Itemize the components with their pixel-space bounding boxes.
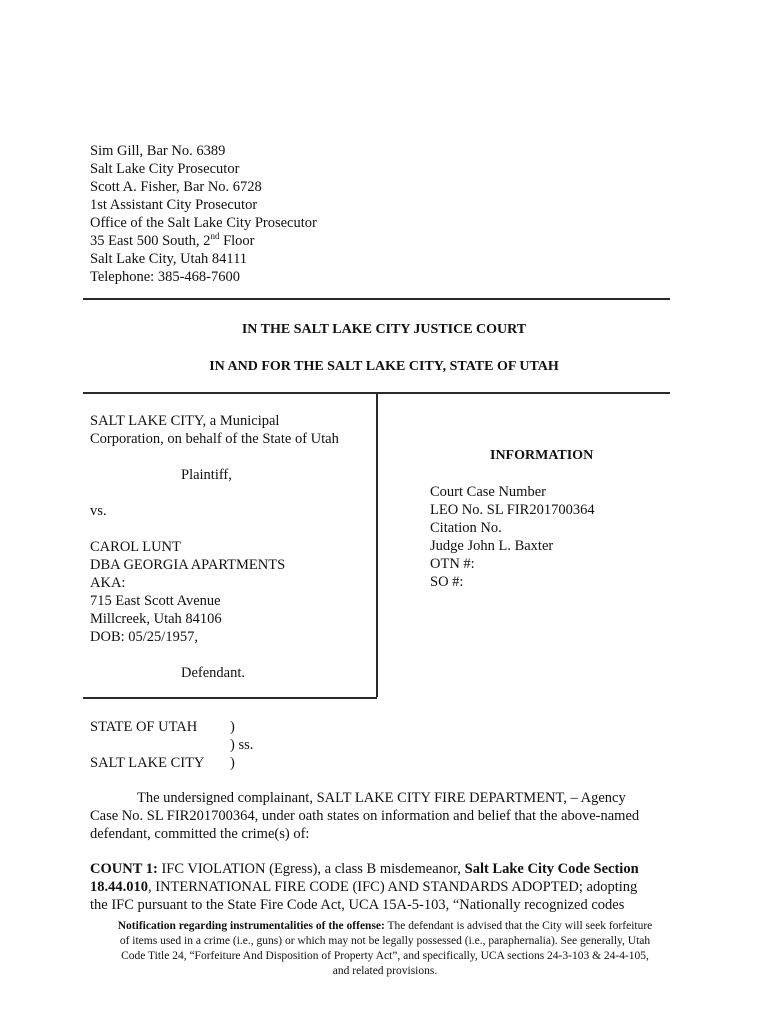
venue-paren: ) [230,755,235,771]
office-name: Office of the Salt Lake City Prosecutor [90,215,317,231]
count-line [90,878,690,896]
spacer [90,520,285,538]
defendant-block [90,502,285,646]
venue-row-ss [90,736,253,754]
count-label: COUNT 1: [90,861,158,877]
attorney-title: Salt Lake City Prosecutor [90,161,240,177]
divider-top [83,298,670,300]
defendant-dba: DBA GEORGIA APARTMENTS [90,557,286,573]
notice-label: Notification regarding instrumentalities of the offense: [117,920,385,932]
venue-blank [90,736,230,754]
plaintiff-line2: Corporation, on behalf of the State of Utah [90,431,339,447]
office-street-text: 35 East 500 South, 2 [90,233,211,249]
notice-text: The defendant is advised that the City will seek forfeiture [384,920,653,932]
venue-ss: ) ss. [230,737,254,753]
forfeiture-notice [90,919,680,979]
citation-number: Citation No. [430,520,502,536]
office-street-floor: Floor [219,233,255,249]
caption-right [430,483,595,591]
leo-number: LEO No. SL FIR201700364 [430,502,595,518]
notice-line [90,919,680,934]
defendant-role: Defendant. [181,665,246,681]
venue-block [90,718,253,772]
court-subheading: IN AND FOR THE SALT LAKE CITY, STATE OF UTAH [209,359,559,374]
attorney-name: Sim Gill, Bar No. 6389 [90,143,226,159]
caption-left [90,412,339,448]
defendant-aka: AKA: [90,575,126,591]
intro-line: defendant, committed the crime(s) of: [90,826,310,842]
plaintiff-line1: SALT LAKE CITY, a Municipal [90,413,280,429]
notice-line: and related provisions. [332,965,438,977]
count-text: IFC VIOLATION (Egress), a class B misdemeanor, [157,861,465,877]
court-case-number: Court Case Number [430,484,546,500]
notice-line: Code Title 24, “Forfeiture And Disposition of Property Act”, and specifically, UCA sections 24-3-103 & 24-4-105, [121,950,649,962]
office-street-sup: nd [210,231,220,242]
count-line [90,860,690,878]
defendant-street: 715 East Scott Avenue [90,593,221,609]
information-title: INFORMATION [490,448,594,463]
caption-vertical-rule [376,392,378,697]
so-number: SO #: [430,574,464,590]
venue-city: SALT LAKE CITY [90,755,205,771]
intro-line: The undersigned complainant, SALT LAKE CITY FIRE DEPARTMENT, – Agency [137,790,626,806]
intro-line: Case No. SL FIR201700364, under oath states on information and belief that the above-named [90,808,640,824]
office-street [90,232,317,250]
defendant-dob: DOB: 05/25/1957, [90,629,198,645]
notice-line: of items used in a crime (i.e., guns) or which may not be legally possessed (i.e., paraphernalia). See generally, Utah [119,935,651,947]
count-code: Salt Lake City Code Section [464,861,639,877]
assistant-title: 1st Assistant City Prosecutor [90,197,258,213]
otn-number: OTN #: [430,556,475,572]
attorney-block [90,142,317,286]
plaintiff-role: Plaintiff, [181,467,232,483]
caption-bottom-rule [83,697,377,699]
court-heading: IN THE SALT LAKE CITY JUSTICE COURT [241,322,527,337]
count-code-number: 18.44.010 [90,879,148,895]
venue-row-city [90,754,253,772]
count-line: the IFC pursuant to the State Fire Code Act, UCA 15A-5-103, “Nationally recognized codes [90,897,625,913]
judge-name: Judge John L. Baxter [430,538,554,554]
venue-row-state [90,718,253,736]
venue-paren: ) [230,719,235,735]
defendant-name: CAROL LUNT [90,539,181,555]
versus: vs. [90,503,107,519]
office-city: Salt Lake City, Utah 84111 [90,251,248,267]
venue-state: STATE OF UTAH [90,719,198,735]
complaint-intro [90,789,690,843]
defendant-city: Millcreek, Utah 84106 [90,611,222,627]
count-text: , INTERNATIONAL FIRE CODE (IFC) AND STANDARDS ADOPTED; adopting [148,879,638,895]
count-1 [90,860,690,914]
office-phone: Telephone: 385-468-7600 [90,269,240,285]
assistant-name: Scott A. Fisher, Bar No. 6728 [90,179,262,195]
